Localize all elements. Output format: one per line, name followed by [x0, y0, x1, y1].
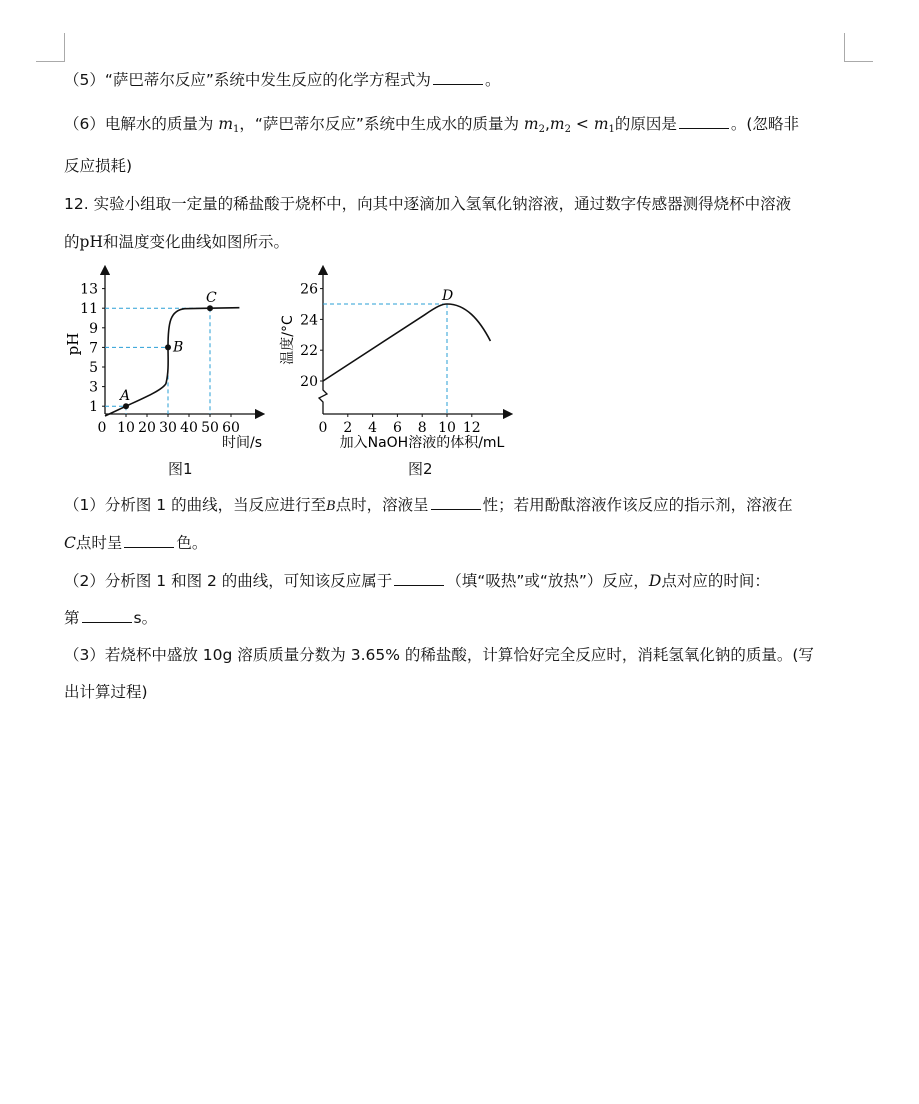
fig1-xtick-label-10: 10	[117, 420, 135, 436]
fig2-ylabel: 温度/°C	[280, 315, 296, 365]
fig2-xtick-label-0: 0	[318, 420, 328, 436]
fig1-ylabel: pH	[64, 332, 82, 356]
fig1-point-label-B: B	[173, 339, 184, 356]
figure-2-caption: 图2	[408, 460, 433, 478]
question-6	[64, 112, 799, 141]
fig1-ytick-label-3: 3	[89, 379, 98, 396]
q5-text: （5）“萨巴蒂尔反应”系统中发生反应的化学方程式为	[64, 71, 431, 89]
sub-question-2-line2: 第 s。	[64, 606, 157, 629]
q6-m1: $m_1$	[218, 115, 240, 135]
q5-answer-blank[interactable]	[433, 68, 483, 85]
fig2-xtick-label-12: 12	[462, 420, 481, 436]
fig1-xlabel: 时间/s	[221, 435, 263, 451]
fig2-ytick-label-22: 22	[300, 343, 318, 360]
q6-m2: $m_2$	[523, 115, 545, 135]
q6-line2: 反应损耗)	[64, 157, 133, 175]
fig1-ytick-label-1: 1	[89, 399, 98, 416]
fig2-xtick-label-2: 2	[343, 420, 353, 436]
question-12-line2: 的pH和温度变化曲线如图所示。	[64, 233, 289, 251]
fig2-xlabel: 加入NaOH溶液的体积/mL	[339, 435, 505, 451]
margin-mark-top-right	[844, 33, 873, 62]
sub-question-1-line2: C点时呈 色。	[64, 531, 207, 554]
q6-tail: 的原因是	[614, 115, 677, 133]
sub2-blank-1[interactable]	[394, 569, 444, 586]
fig1-point-B	[165, 344, 171, 350]
fig2-temperature-curve	[323, 304, 490, 381]
sub2-blank-2[interactable]	[82, 606, 132, 623]
figure-2-temperature-chart	[278, 262, 528, 457]
fig1-ytick-label-7: 7	[89, 340, 98, 357]
fig1-xtick-label-50: 50	[201, 420, 219, 436]
q6-text: （6）电解水的质量为	[64, 115, 214, 133]
point-c-ref: C	[64, 534, 76, 552]
fig1-ytick-label-13: 13	[80, 281, 98, 298]
fig2-point-label-D: D	[442, 288, 454, 304]
sub1-blank-2[interactable]	[124, 531, 174, 548]
sub-question-3-line2: 出计算过程)	[64, 683, 148, 701]
q6-comma: ,	[544, 115, 550, 133]
sub1-blank-1[interactable]	[431, 493, 481, 510]
point-d-ref: D	[648, 572, 662, 590]
question-5	[64, 68, 500, 91]
fig2-ytick-label-24: 24	[300, 312, 318, 329]
q6-answer-blank[interactable]	[679, 112, 729, 129]
fig2-xtick-label-10: 10	[438, 420, 456, 436]
fig2-xtick-label-4: 4	[368, 420, 378, 436]
q6-less-than: <	[570, 115, 594, 133]
question-12-line1: 12. 实验小组取一定量的稀盐酸于烧杯中，向其中逐滴加入氢氧化钠溶液，通过数字传感器测得烧杯中溶液	[64, 195, 792, 213]
sub-question-2-line1: （2）分析图 1 和图 2 的曲线，可知该反应属于 （填“吸热”或“放热”）反应，D点对应的时间：	[64, 569, 770, 592]
fig2-ytick-label-26: 26	[300, 281, 318, 298]
fig1-xtick-label-60: 60	[222, 420, 240, 436]
fig1-xtick-label-40: 40	[180, 420, 198, 436]
fig1-xtick-label-0: 0	[97, 420, 107, 436]
margin-mark-top-left	[36, 33, 65, 62]
fig2-ytick-label-20: 20	[300, 374, 318, 390]
fig1-ytick-label-5: 5	[89, 360, 98, 376]
figure-1-ph-chart	[60, 262, 270, 457]
fig2-xtick-label-6: 6	[392, 420, 402, 436]
fig1-xtick-label-30: 30	[159, 420, 177, 436]
q6-suffix: 。(忽略非	[730, 115, 799, 133]
fig1-point-label-A: A	[120, 388, 131, 405]
fig1-xtick-label-20: 20	[138, 420, 156, 436]
fig1-ytick-label-11: 11	[80, 301, 98, 318]
sub-question-3-line1: （3）若烧杯中盛放 10g 溶质质量分数为 3.65% 的稀盐酸，计算恰好完全反应时，消耗氢氧化钠的质量。(写	[64, 646, 814, 664]
q5-suffix: 。	[484, 71, 501, 89]
q6-mid: ，“萨巴蒂尔反应”系统中生成水的质量为	[239, 115, 519, 133]
fig2-xtick-label-8: 8	[417, 420, 427, 436]
figure-1-caption: 图1	[168, 460, 193, 478]
sub-question-1-line1: （1）分析图 1 的曲线，当反应进行至B点时，溶液呈 性；若用酚酞溶液作该反应的指示剂，溶液在	[64, 493, 793, 518]
q6-m2b: $m_2$	[549, 115, 571, 135]
fig1-point-label-C: C	[206, 290, 217, 307]
fig2-y-axis	[319, 270, 327, 414]
point-b-ref: B	[326, 499, 336, 514]
fig1-ytick-label-9: 9	[89, 320, 98, 337]
q6-m1b: $m_1$	[593, 115, 615, 135]
